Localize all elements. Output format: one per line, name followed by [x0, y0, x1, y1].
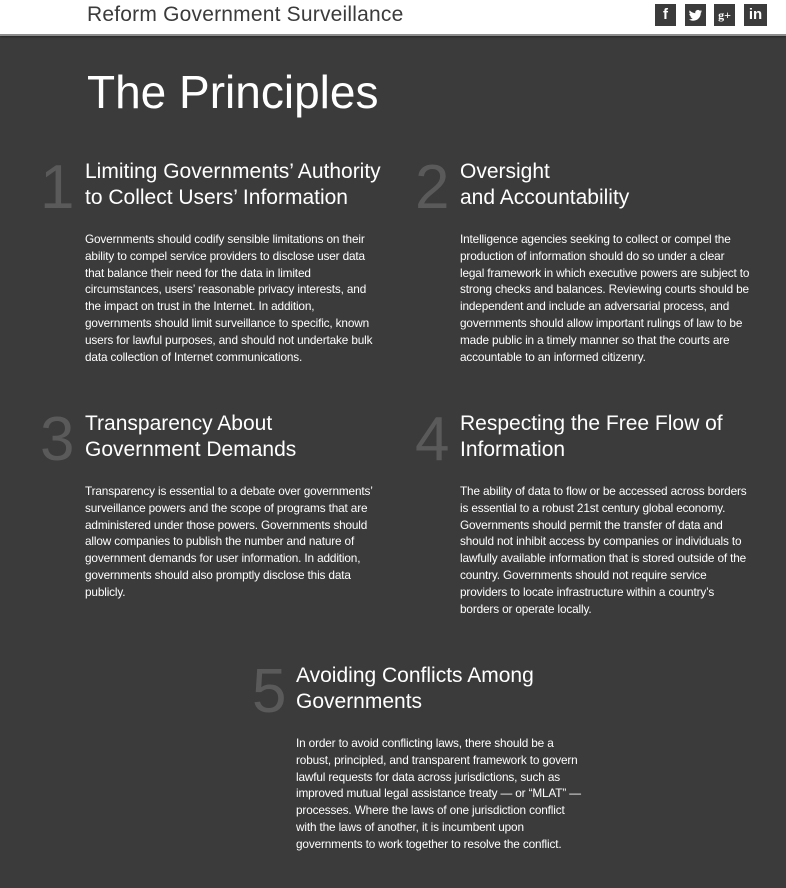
body-line: legal framework in which executive powers are subject to — [460, 265, 750, 280]
principle-number: 1 — [40, 153, 75, 222]
google-plus-icon[interactable]: g+ — [714, 4, 735, 26]
body-line: made public in a timely manner so that the courts are — [460, 332, 730, 347]
body-line: Intelligence agencies seeking to collect or compel the — [460, 232, 731, 246]
principle-number: 5 — [252, 657, 287, 726]
body-line: government demands for user information. In addition, — [85, 551, 361, 566]
linkedin-icon[interactable]: in — [744, 4, 767, 26]
principle-number: 4 — [415, 405, 450, 474]
body-line: that balance their need for the data in limited — [85, 265, 311, 280]
body-line: surveillance powers and the scope of programs that are — [85, 500, 368, 515]
body-line: processes. Where the laws of one jurisdiction conflict — [296, 803, 565, 818]
title-line: Information — [460, 438, 566, 461]
title-line: and Accountability — [460, 186, 630, 209]
principle-title — [296, 663, 534, 715]
title-line: Respecting the Free Flow of — [460, 412, 723, 435]
principle-number: 3 — [40, 405, 75, 474]
body-line: publicly. — [85, 584, 126, 599]
body-line: Governments should permit the transfer of data and — [460, 517, 723, 532]
body-line: The ability of data to flow or be accessed across borders — [460, 484, 747, 498]
title-line: Transparency About — [85, 412, 273, 435]
body-line: circumstances, users’ reasonable privacy interests, and — [85, 282, 367, 297]
title-line: Governments — [296, 690, 423, 713]
body-line: independent and include an adversarial process, and — [460, 299, 730, 314]
facebook-icon[interactable]: f — [655, 4, 676, 26]
principle-title — [460, 411, 723, 463]
title-line: Limiting Governments’ Authority — [85, 160, 381, 183]
principle-body — [85, 483, 405, 601]
body-line: borders or operate locally. — [460, 601, 592, 616]
body-line: Transparency is essential to a debate over governments’ — [85, 484, 373, 498]
body-line: lawfully available information that is stored outside of the — [460, 551, 747, 566]
page-title: The Principles — [87, 66, 379, 118]
body-line: the impact on trust in the Internet. In addition, — [85, 299, 315, 314]
body-line: robust, principled, and transparent framework to govern — [296, 752, 578, 767]
principle-number: 2 — [415, 153, 450, 222]
body-line: governments should also promptly disclose this data — [85, 567, 351, 582]
principle-body — [85, 231, 405, 365]
site-title[interactable]: Reform Government Surveillance — [87, 3, 404, 26]
body-line: providers to locate infrastructure within a country’s — [460, 584, 715, 599]
body-line: allow companies to publish the number and nature of — [85, 534, 355, 549]
site-header — [0, 0, 786, 36]
body-line: In order to avoid conflicting laws, there should be a — [296, 736, 554, 750]
body-line: Governments should codify sensible limitations on their — [85, 232, 365, 246]
body-line: administered under those powers. Governments should — [85, 517, 368, 532]
body-line: production of information should do so under a clear — [460, 248, 725, 263]
body-line: ability to compel service providers to disclose user data — [85, 248, 365, 263]
body-line: should not inhibit access by companies or individuals to — [460, 534, 742, 549]
body-line: governments to work together to resolve the conflict. — [296, 836, 562, 851]
title-line: to Collect Users’ Information — [85, 186, 348, 209]
title-line: Government Demands — [85, 438, 297, 461]
body-line: with the laws of another, it is incumbent upon — [296, 819, 524, 834]
principle-body — [460, 231, 780, 365]
title-line: Oversight — [460, 160, 550, 183]
body-line: lawful requests for data across jurisdictions, such as — [296, 769, 561, 784]
body-line: users for lawful purposes, and should not undertake bulk — [85, 332, 373, 347]
body-line: strong checks and balances. Reviewing courts should be — [460, 282, 749, 297]
principle-title — [85, 159, 381, 211]
body-line: is essential to a robust 21st century global economy. — [460, 500, 726, 515]
body-line: governments should allow important rulings of law to be — [460, 315, 743, 330]
body-line: governments should limit surveillance to specific, known — [85, 315, 370, 330]
title-line: Avoiding Conflicts Among — [296, 664, 534, 687]
body-line: country. Governments should not require service — [460, 567, 707, 582]
principle-body — [460, 483, 782, 617]
body-line: accountable to an informed citizenry. — [460, 349, 646, 364]
principle-title — [460, 159, 629, 211]
body-line: data collection of Internet communications. — [85, 349, 303, 364]
body-line: improved mutual legal assistance treaty — or “MLAT” — — [296, 786, 581, 801]
principle-title — [85, 411, 296, 463]
twitter-icon[interactable] — [685, 4, 706, 26]
principle-body — [296, 735, 616, 853]
